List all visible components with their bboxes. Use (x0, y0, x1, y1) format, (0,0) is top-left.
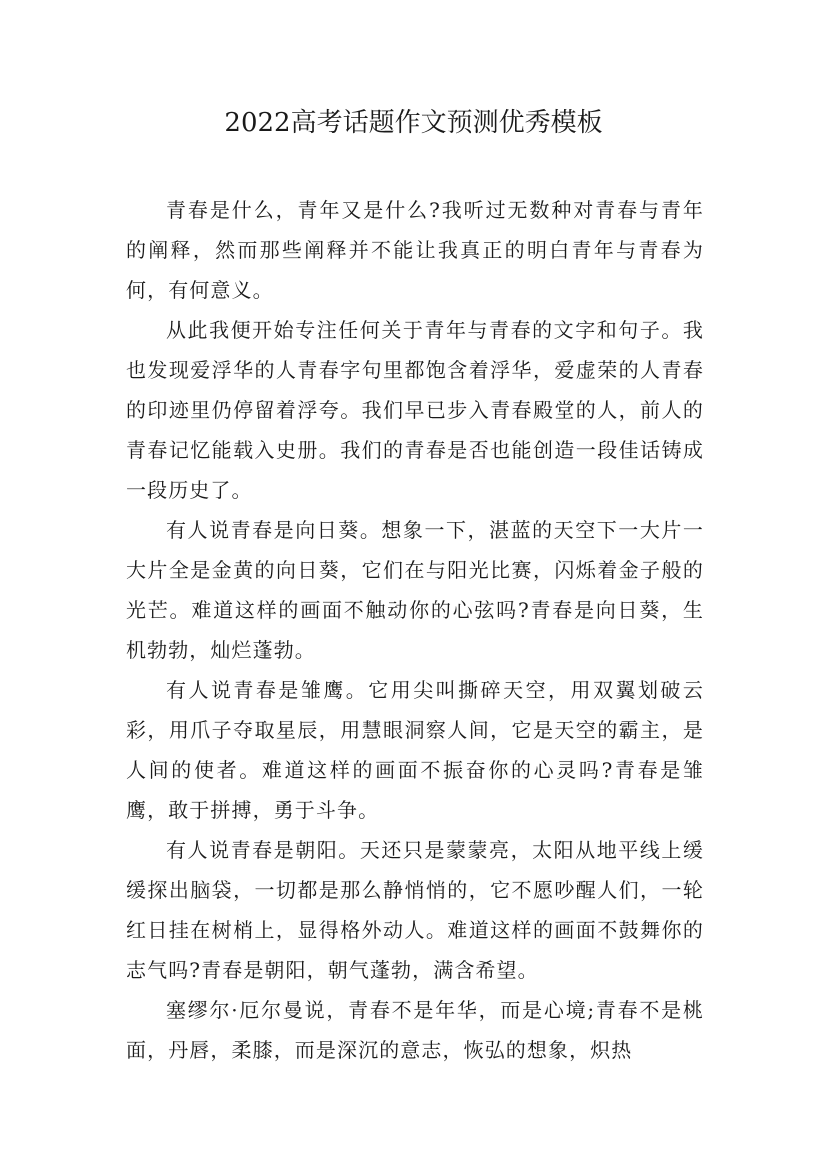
document-title: 2022高考话题作文预测优秀模板 (224, 108, 603, 138)
paragraph: 有人说青春是雏鹰。它用尖叫撕碎天空，用双翼划破云彩，用爪子夺取星辰，用慧眼洞察人间，它是天空的霸主，是人间的使者。难道这样的画面不振奋你的心灵吗?青春是雏鹰，敢于拼搏，勇于斗争。 (126, 678, 704, 822)
paragraph: 有人说青春是向日葵。想象一下，湛蓝的天空下一大片一大片全是金黄的向日葵，它们在与阳光比赛，闪烁着金子般的光芒。难道这样的画面不触动你的心弦吗?青春是向日葵，生机勃勃，灿烂蓬勃。 (126, 518, 704, 662)
paragraph: 青春是什么，青年又是什么?我听过无数种对青春与青年的阐释，然而那些阐释并不能让我真正的明白青年与青春为何，有何意义。 (126, 198, 704, 302)
paragraph: 有人说青春是朝阳。天还只是蒙蒙亮，太阳从地平线上缓缓探出脑袋，一切都是那么静悄悄的，它不愿吵醒人们，一轮红日挂在树梢上，显得格外动人。难道这样的画面不鼓舞你的志气吗?青春是朝阳，朝气蓬勃，满含希望。 (126, 838, 704, 982)
paragraph: 从此我便开始专注任何关于青年与青春的文字和句子。我也发现爱浮华的人青春字句里都饱含着浮华，爱虚荣的人青春的印迹里仍停留着浮夸。我们早已步入青春殿堂的人，前人的青春记忆能载入史册。我们的青春是否也能创造一段佳话铸成一段历史了。 (126, 318, 704, 502)
paragraph: 塞缪尔·厄尔曼说，青春不是年华，而是心境;青春不是桃面，丹唇，柔膝，而是深沉的意志，恢弘的想象，炽热 (126, 998, 704, 1062)
document-body (126, 190, 704, 1070)
